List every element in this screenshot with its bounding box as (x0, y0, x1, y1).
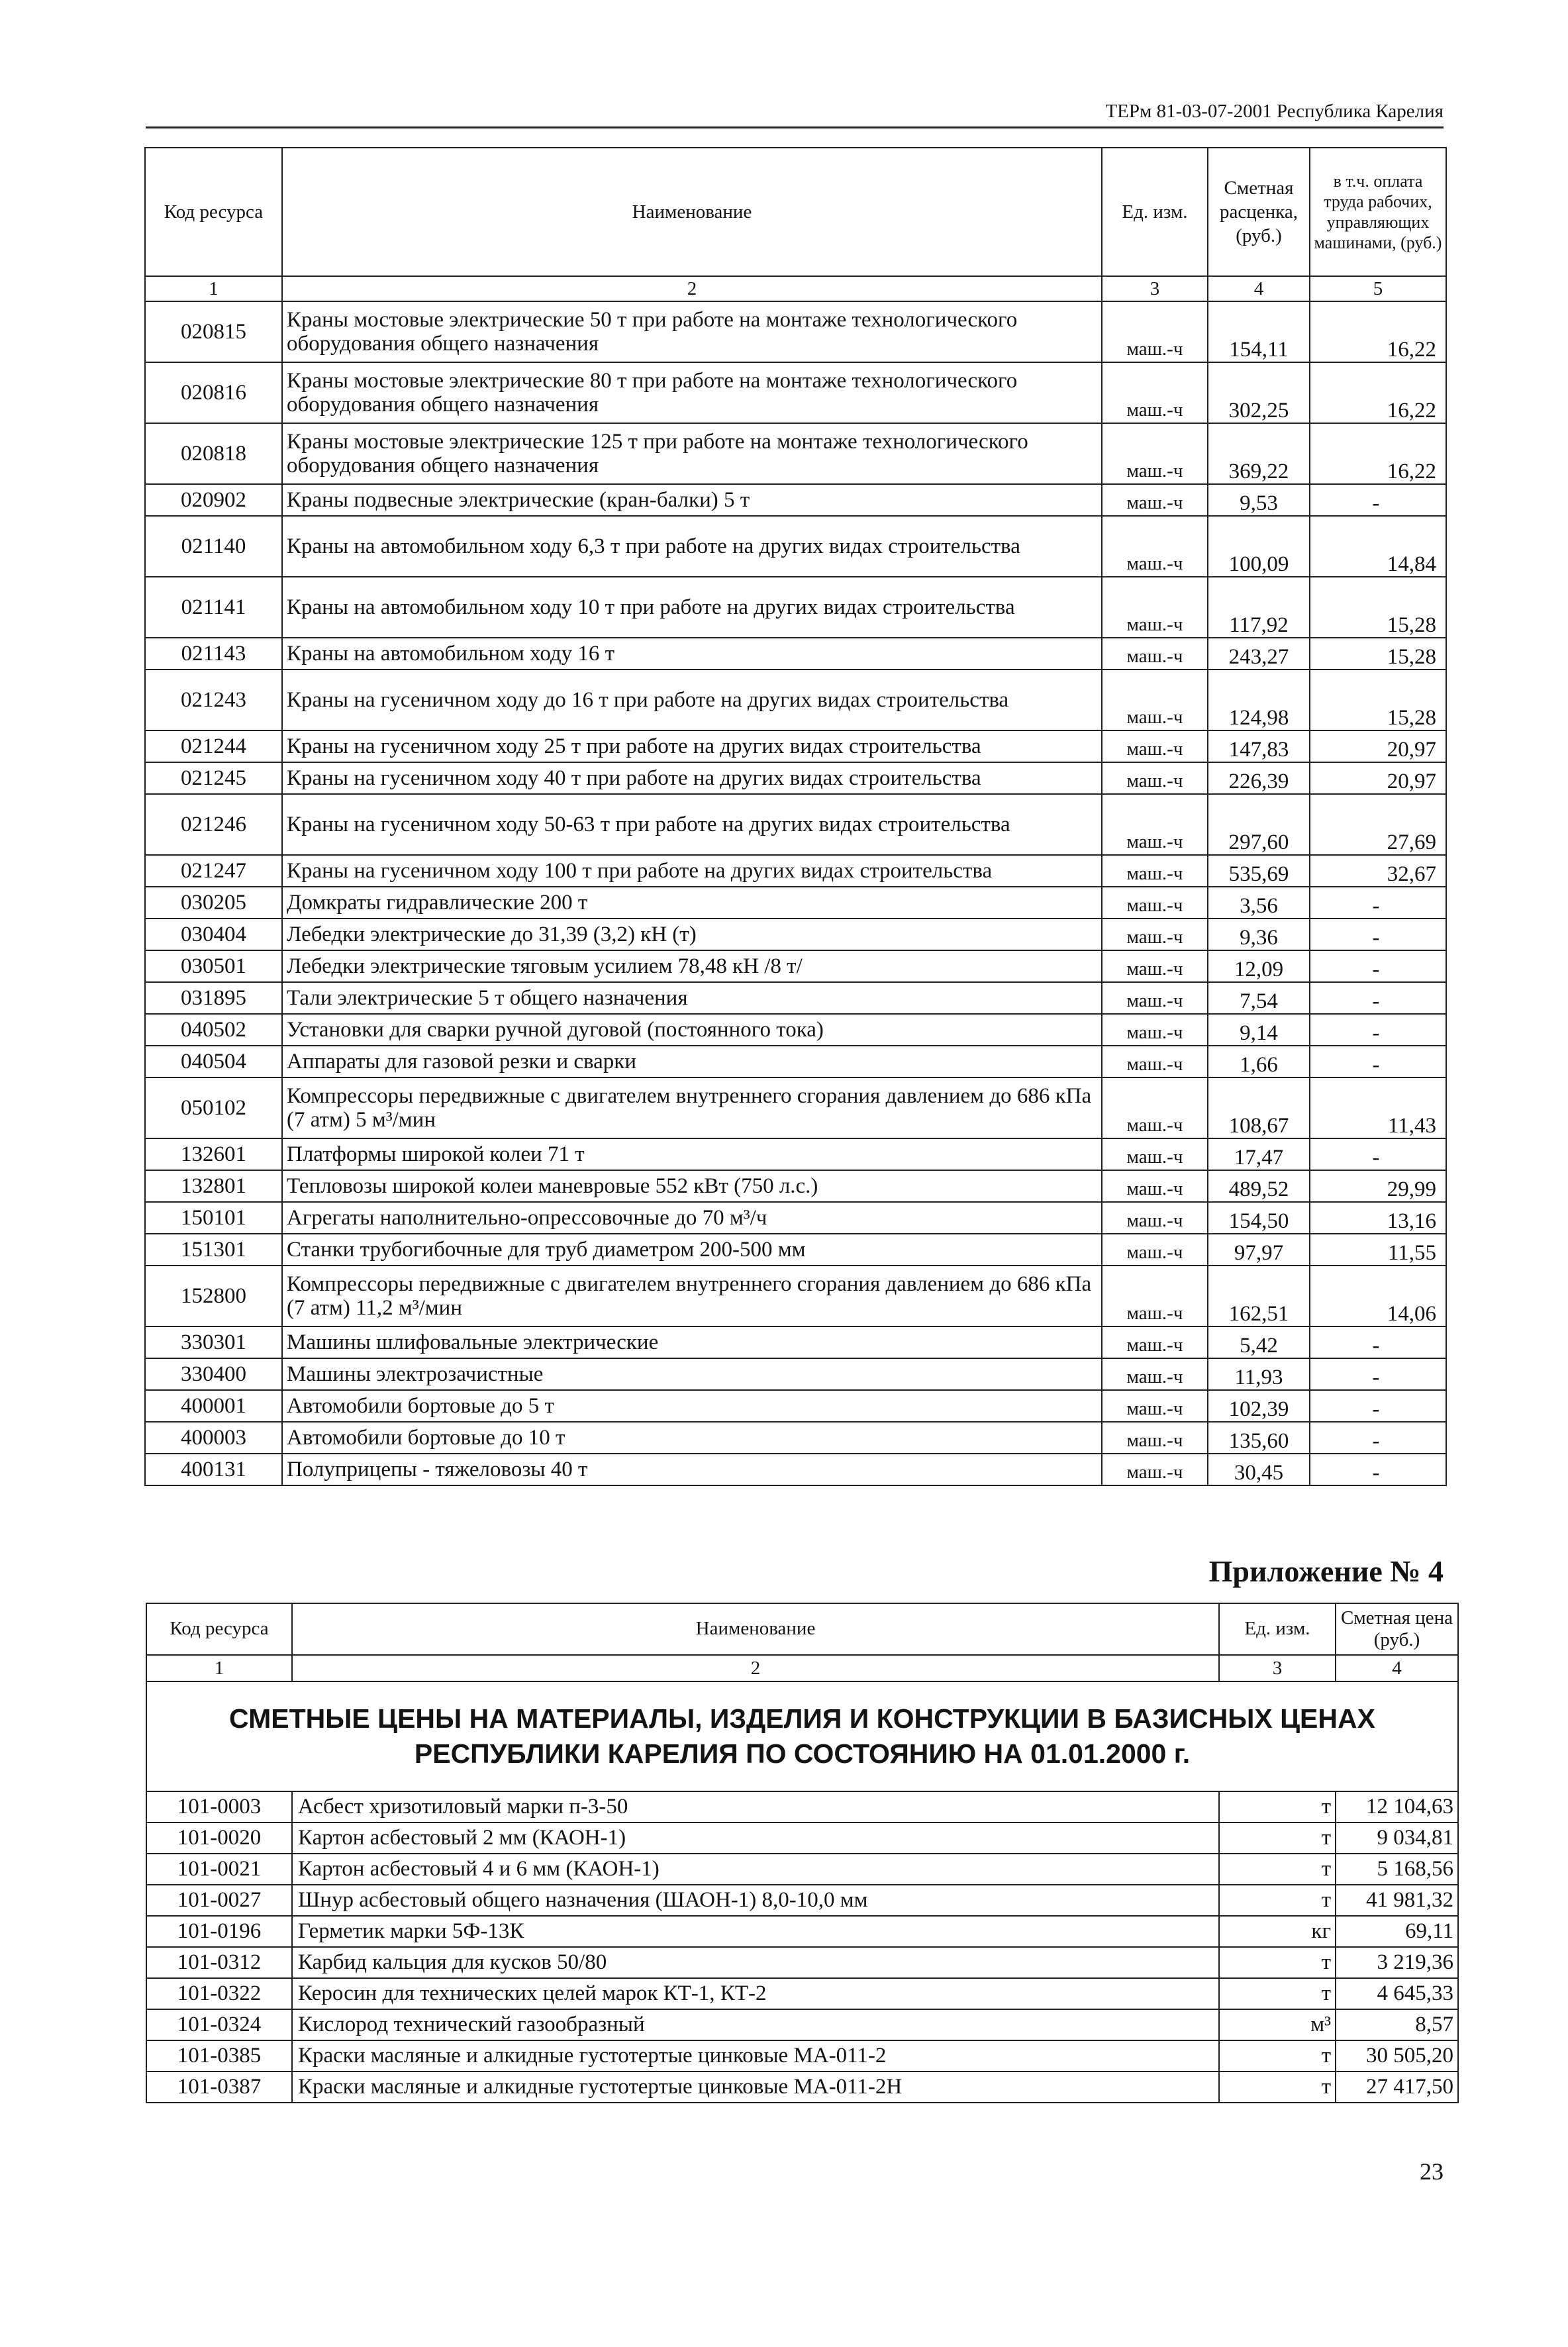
table-row (145, 1202, 1446, 1234)
cell-unit: т (1219, 1791, 1336, 1823)
cell-price: 135,60 (1208, 1422, 1310, 1454)
cell-labor: 20,97 (1310, 730, 1446, 762)
cell-unit: т (1219, 1854, 1336, 1885)
table-row (145, 301, 1446, 362)
cell-unit: маш.-ч (1102, 484, 1208, 516)
header-name: Наименование (292, 1603, 1219, 1655)
cell-name: Картон асбестовый 4 и 6 мм (КАОН-1) (292, 1854, 1219, 1885)
cell-code: 030205 (145, 887, 282, 919)
cell-code: 101-0387 (146, 2072, 292, 2103)
table-row (145, 1077, 1446, 1138)
cell-labor: - (1310, 1358, 1446, 1390)
cell-name: Агрегаты наполнительно-опрессовочные до 70 м³/ч (282, 1202, 1102, 1234)
table-row (146, 2009, 1458, 2040)
cell-price: 535,69 (1208, 855, 1310, 887)
cell-name: Краны мостовые электрические 50 т при работе на монтаже технологического оборудования общего назначения (282, 301, 1102, 362)
cell-price: 489,52 (1208, 1170, 1310, 1202)
header-unit: Ед. изм. (1102, 148, 1208, 276)
cell-price: 3 219,36 (1336, 1947, 1458, 1978)
header-price: Сметная цена (руб.) (1336, 1603, 1458, 1655)
cell-price: 97,97 (1208, 1234, 1310, 1266)
table-row (145, 1046, 1446, 1077)
cell-code: 031895 (145, 982, 282, 1014)
cell-unit: маш.-ч (1102, 1454, 1208, 1485)
table-row (146, 1854, 1458, 1885)
material-prices-table (146, 1603, 1459, 2103)
table-row (145, 982, 1446, 1014)
cell-labor: - (1310, 982, 1446, 1014)
cell-unit: маш.-ч (1102, 919, 1208, 950)
table-row (145, 670, 1446, 730)
cell-price: 3,56 (1208, 887, 1310, 919)
cell-labor: 32,67 (1310, 855, 1446, 887)
cell-labor: - (1310, 1326, 1446, 1358)
cell-labor: - (1310, 1046, 1446, 1077)
table-row (145, 577, 1446, 638)
col-number: 5 (1310, 276, 1446, 301)
cell-code: 101-0021 (146, 1854, 292, 1885)
cell-price: 102,39 (1208, 1390, 1310, 1422)
cell-name: Краны подвесные электрические (кран-балки) 5 т (282, 484, 1102, 516)
cell-price: 108,67 (1208, 1077, 1310, 1138)
cell-price: 147,83 (1208, 730, 1310, 762)
table-row (145, 362, 1446, 423)
cell-code: 101-0322 (146, 1978, 292, 2009)
cell-price: 69,11 (1336, 1916, 1458, 1947)
cell-price: 5 168,56 (1336, 1854, 1458, 1885)
table-row (145, 887, 1446, 919)
table-row (146, 1885, 1458, 1916)
cell-name: Краны на гусеничном ходу 50-63 т при работе на других видах строительства (282, 794, 1102, 855)
cell-price: 117,92 (1208, 577, 1310, 638)
cell-labor: 14,06 (1310, 1266, 1446, 1326)
col-number: 3 (1102, 276, 1208, 301)
cell-unit: маш.-ч (1102, 638, 1208, 670)
table-row (145, 1422, 1446, 1454)
cell-unit: маш.-ч (1102, 887, 1208, 919)
cell-code: 021247 (145, 855, 282, 887)
cell-unit: маш.-ч (1102, 423, 1208, 484)
cell-code: 152800 (145, 1266, 282, 1326)
cell-code: 021141 (145, 577, 282, 638)
cell-labor: - (1310, 1454, 1446, 1485)
cell-labor: 15,28 (1310, 670, 1446, 730)
cell-price: 226,39 (1208, 762, 1310, 794)
cell-labor: - (1310, 950, 1446, 982)
cell-labor: - (1310, 887, 1446, 919)
cell-name: Краны на автомобильном ходу 10 т при работе на других видах строительства (282, 577, 1102, 638)
cell-price: 9,53 (1208, 484, 1310, 516)
table-row (145, 1390, 1446, 1422)
col-number: 4 (1336, 1655, 1458, 1681)
header-unit: Ед. изм. (1219, 1603, 1336, 1655)
cell-code: 021143 (145, 638, 282, 670)
cell-code: 101-0312 (146, 1947, 292, 1978)
table-row (145, 1138, 1446, 1170)
cell-code: 101-0003 (146, 1791, 292, 1823)
cell-labor: 14,84 (1310, 516, 1446, 577)
cell-name: Тепловозы широкой колеи маневровые 552 кВт (750 л.с.) (282, 1170, 1102, 1202)
cell-unit: маш.-ч (1102, 577, 1208, 638)
cell-unit: маш.-ч (1102, 1077, 1208, 1138)
cell-code: 151301 (145, 1234, 282, 1266)
cell-code: 030501 (145, 950, 282, 982)
table-row (146, 2072, 1458, 2103)
cell-unit: т (1219, 1885, 1336, 1916)
cell-labor: 20,97 (1310, 762, 1446, 794)
cell-price: 154,50 (1208, 1202, 1310, 1234)
cell-name: Герметик марки 5Ф-13К (292, 1916, 1219, 1947)
cell-labor: 11,55 (1310, 1234, 1446, 1266)
cell-name: Лебедки электрические до 31,39 (3,2) кН (т) (282, 919, 1102, 950)
cell-name: Краски масляные и алкидные густотертые цинковые МА-011-2 (292, 2040, 1219, 2072)
col-number: 1 (145, 276, 282, 301)
cell-code: 101-0196 (146, 1916, 292, 1947)
table-row (145, 1358, 1446, 1390)
header-price: Сметная расценка, (руб.) (1208, 148, 1310, 276)
cell-unit: т (1219, 2072, 1336, 2103)
cell-name: Компрессоры передвижные с двигателем внутреннего сгорания давлением до 686 кПа (7 атм) 5 м³/мин (282, 1077, 1102, 1138)
cell-unit: маш.-ч (1102, 670, 1208, 730)
cell-labor: 27,69 (1310, 794, 1446, 855)
machine-rates-table (144, 147, 1447, 1486)
cell-unit: кг (1219, 1916, 1336, 1947)
cell-labor: 29,99 (1310, 1170, 1446, 1202)
col-number: 2 (282, 276, 1102, 301)
header-labor: в т.ч. оплата труда рабочих, управляющих машинами, (руб.) (1310, 148, 1446, 276)
cell-price: 11,93 (1208, 1358, 1310, 1390)
cell-name: Краны на гусеничном ходу 100 т при работе на других видах строительства (282, 855, 1102, 887)
cell-code: 020816 (145, 362, 282, 423)
cell-unit: маш.-ч (1102, 982, 1208, 1014)
cell-name: Домкраты гидравлические 200 т (282, 887, 1102, 919)
cell-name: Краны на автомобильном ходу 6,3 т при работе на других видах строительства (282, 516, 1102, 577)
table-row (145, 1014, 1446, 1046)
cell-unit: маш.-ч (1102, 950, 1208, 982)
cell-price: 302,25 (1208, 362, 1310, 423)
cell-labor: - (1310, 1014, 1446, 1046)
cell-name: Аппараты для газовой резки и сварки (282, 1046, 1102, 1077)
cell-code: 040504 (145, 1046, 282, 1077)
header-code: Код ресурса (146, 1603, 292, 1655)
cell-price: 27 417,50 (1336, 2072, 1458, 2103)
cell-code: 400131 (145, 1454, 282, 1485)
cell-unit: маш.-ч (1102, 516, 1208, 577)
cell-unit: маш.-ч (1102, 855, 1208, 887)
cell-code: 040502 (145, 1014, 282, 1046)
cell-code: 150101 (145, 1202, 282, 1234)
cell-unit: маш.-ч (1102, 1358, 1208, 1390)
cell-name: Установки для сварки ручной дуговой (постоянного тока) (282, 1014, 1102, 1046)
cell-price: 1,66 (1208, 1046, 1310, 1077)
cell-name: Станки трубогибочные для труб диаметром 200-500 мм (282, 1234, 1102, 1266)
cell-price: 7,54 (1208, 982, 1310, 1014)
cell-labor: - (1310, 1138, 1446, 1170)
cell-labor: - (1310, 484, 1446, 516)
cell-unit: маш.-ч (1102, 762, 1208, 794)
section-title: СМЕТНЫЕ ЦЕНЫ НА МАТЕРИАЛЫ, ИЗДЕЛИЯ И КОНСТРУКЦИИ В БАЗИСНЫХ ЦЕНАХ РЕСПУБЛИКИ КАРЕЛИЯ ПО СОСТОЯНИЮ НА 01.01.2000 г. (146, 1681, 1458, 1791)
cell-labor: - (1310, 919, 1446, 950)
cell-unit: маш.-ч (1102, 362, 1208, 423)
cell-labor: - (1310, 1390, 1446, 1422)
cell-name: Краны мостовые электрические 80 т при работе на монтаже технологического оборудования общего назначения (282, 362, 1102, 423)
cell-labor: 15,28 (1310, 638, 1446, 670)
cell-unit: м³ (1219, 2009, 1336, 2040)
cell-price: 124,98 (1208, 670, 1310, 730)
cell-name: Краны на гусеничном ходу 40 т при работе на других видах строительства (282, 762, 1102, 794)
cell-unit: т (1219, 2040, 1336, 2072)
cell-price: 9,14 (1208, 1014, 1310, 1046)
cell-code: 021244 (145, 730, 282, 762)
cell-price: 100,09 (1208, 516, 1310, 577)
cell-labor: 16,22 (1310, 423, 1446, 484)
cell-code: 101-0027 (146, 1885, 292, 1916)
table-row (145, 484, 1446, 516)
cell-name: Машины шлифовальные электрические (282, 1326, 1102, 1358)
cell-unit: маш.-ч (1102, 1266, 1208, 1326)
cell-labor: 16,22 (1310, 301, 1446, 362)
cell-labor: 13,16 (1310, 1202, 1446, 1234)
cell-name: Шнур асбестовый общего назначения (ШАОН-1) 8,0-10,0 мм (292, 1885, 1219, 1916)
cell-unit: маш.-ч (1102, 730, 1208, 762)
cell-labor: 11,43 (1310, 1077, 1446, 1138)
cell-name: Платформы широкой колеи 71 т (282, 1138, 1102, 1170)
cell-code: 330400 (145, 1358, 282, 1390)
cell-labor: - (1310, 1422, 1446, 1454)
cell-code: 020815 (145, 301, 282, 362)
cell-unit: маш.-ч (1102, 1202, 1208, 1234)
appendix-title: Приложение № 4 (1208, 1554, 1444, 1588)
cell-price: 9,36 (1208, 919, 1310, 950)
table-row (145, 516, 1446, 577)
cell-unit: маш.-ч (1102, 1046, 1208, 1077)
cell-code: 330301 (145, 1326, 282, 1358)
table-row (146, 1823, 1458, 1854)
cell-labor: 15,28 (1310, 577, 1446, 638)
cell-unit: т (1219, 1823, 1336, 1854)
cell-name: Картон асбестовый 2 мм (КАОН-1) (292, 1823, 1219, 1854)
cell-name: Тали электрические 5 т общего назначения (282, 982, 1102, 1014)
cell-code: 020818 (145, 423, 282, 484)
cell-labor: 16,22 (1310, 362, 1446, 423)
cell-code: 132601 (145, 1138, 282, 1170)
page-number: 23 (1420, 2158, 1444, 2185)
cell-name: Краски масляные и алкидные густотертые цинковые МА-011-2Н (292, 2072, 1219, 2103)
cell-price: 154,11 (1208, 301, 1310, 362)
cell-code: 101-0385 (146, 2040, 292, 2072)
cell-code: 400001 (145, 1390, 282, 1422)
cell-price: 30 505,20 (1336, 2040, 1458, 2072)
col-number: 2 (292, 1655, 1219, 1681)
cell-name: Асбест хризотиловый марки п-3-50 (292, 1791, 1219, 1823)
table-row (145, 423, 1446, 484)
cell-price: 30,45 (1208, 1454, 1310, 1485)
cell-price: 162,51 (1208, 1266, 1310, 1326)
table-row (146, 1916, 1458, 1947)
cell-code: 020902 (145, 484, 282, 516)
cell-name: Карбид кальция для кусков 50/80 (292, 1947, 1219, 1978)
cell-unit: т (1219, 1947, 1336, 1978)
table-row (145, 950, 1446, 982)
header-name: Наименование (282, 148, 1102, 276)
header-code: Код ресурса (145, 148, 282, 276)
cell-code: 101-0324 (146, 2009, 292, 2040)
table-row (145, 1234, 1446, 1266)
cell-name: Автомобили бортовые до 10 т (282, 1422, 1102, 1454)
table-row (145, 1266, 1446, 1326)
cell-price: 4 645,33 (1336, 1978, 1458, 2009)
cell-price: 12 104,63 (1336, 1791, 1458, 1823)
cell-name: Автомобили бортовые до 5 т (282, 1390, 1102, 1422)
table-row (145, 638, 1446, 670)
cell-price: 5,42 (1208, 1326, 1310, 1358)
col-number: 3 (1219, 1655, 1336, 1681)
table-row (146, 2040, 1458, 2072)
cell-price: 41 981,32 (1336, 1885, 1458, 1916)
cell-price: 243,27 (1208, 638, 1310, 670)
table-row (145, 762, 1446, 794)
cell-unit: маш.-ч (1102, 1170, 1208, 1202)
cell-price: 9 034,81 (1336, 1823, 1458, 1854)
cell-name: Кислород технический газообразный (292, 2009, 1219, 2040)
cell-code: 021243 (145, 670, 282, 730)
cell-unit: маш.-ч (1102, 1326, 1208, 1358)
cell-code: 050102 (145, 1077, 282, 1138)
cell-code: 101-0020 (146, 1823, 292, 1854)
table-row (146, 1978, 1458, 2009)
cell-name: Лебедки электрические тяговым усилием 78,48 кН /8 т/ (282, 950, 1102, 982)
cell-name: Краны на автомобильном ходу 16 т (282, 638, 1102, 670)
cell-unit: маш.-ч (1102, 1390, 1208, 1422)
cell-code: 021140 (145, 516, 282, 577)
cell-name: Краны мостовые электрические 125 т при работе на монтаже технологического оборудования общего назначения (282, 423, 1102, 484)
cell-unit: маш.-ч (1102, 1014, 1208, 1046)
cell-unit: маш.-ч (1102, 1422, 1208, 1454)
cell-price: 12,09 (1208, 950, 1310, 982)
cell-price: 8,57 (1336, 2009, 1458, 2040)
cell-name: Полуприцепы - тяжеловозы 40 т (282, 1454, 1102, 1485)
cell-code: 021245 (145, 762, 282, 794)
cell-name: Машины электрозачистные (282, 1358, 1102, 1390)
cell-code: 030404 (145, 919, 282, 950)
col-number: 4 (1208, 276, 1310, 301)
cell-name: Компрессоры передвижные с двигателем внутреннего сгорания давлением до 686 кПа (7 атм) 11,2 м³/мин (282, 1266, 1102, 1326)
table-row (145, 794, 1446, 855)
cell-code: 132801 (145, 1170, 282, 1202)
table-row (145, 855, 1446, 887)
table-row (145, 1454, 1446, 1485)
cell-unit: маш.-ч (1102, 794, 1208, 855)
cell-name: Керосин для технических целей марок КТ-1, КТ-2 (292, 1978, 1219, 2009)
cell-price: 369,22 (1208, 423, 1310, 484)
cell-unit: маш.-ч (1102, 1138, 1208, 1170)
cell-name: Краны на гусеничном ходу до 16 т при работе на других видах строительства (282, 670, 1102, 730)
table-row (145, 1170, 1446, 1202)
col-number: 1 (146, 1655, 292, 1681)
cell-name: Краны на гусеничном ходу 25 т при работе на других видах строительства (282, 730, 1102, 762)
cell-unit: маш.-ч (1102, 301, 1208, 362)
cell-price: 17,47 (1208, 1138, 1310, 1170)
table-row (145, 730, 1446, 762)
cell-price: 297,60 (1208, 794, 1310, 855)
table-row (145, 919, 1446, 950)
cell-code: 400003 (145, 1422, 282, 1454)
cell-code: 021246 (145, 794, 282, 855)
table-row (146, 1947, 1458, 1978)
table-row (146, 1791, 1458, 1823)
document-header: ТЕРм 81-03-07-2001 Республика Карелия (146, 101, 1444, 128)
table-row (145, 1326, 1446, 1358)
cell-unit: маш.-ч (1102, 1234, 1208, 1266)
cell-unit: т (1219, 1978, 1336, 2009)
